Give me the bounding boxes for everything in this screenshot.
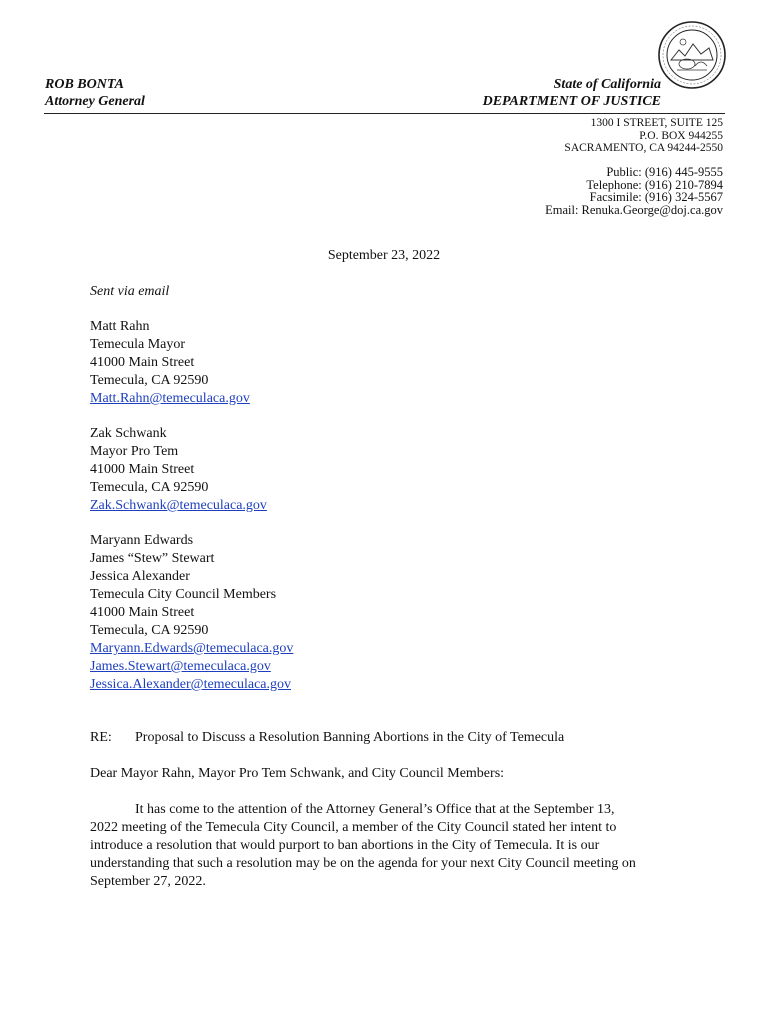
paragraph-line: understanding that such a resolution may be on the agenda for your next City Council meeting on <box>90 856 636 871</box>
recipient-email-link[interactable]: Maryann.Edwards@temeculaca.gov <box>90 641 294 656</box>
paragraph-line: It has come to the attention of the Attorney General’s Office that at the September 13, <box>135 802 615 817</box>
office-address <box>564 117 723 155</box>
address-line: SACRAMENTO, CA 94244-2550 <box>564 142 723 154</box>
body-paragraph <box>90 801 690 891</box>
department-label: DEPARTMENT OF JUSTICE <box>482 94 661 109</box>
contact-info <box>545 166 723 216</box>
letter-date: September 23, 2022 <box>327 248 441 263</box>
salutation: Dear Mayor Rahn, Mayor Pro Tem Schwank, and City Council Members: <box>90 766 505 781</box>
recipient-email-link[interactable]: James.Stewart@temeculaca.gov <box>90 659 271 674</box>
facsimile: Facsimile: (916) 324-5567 <box>589 190 723 204</box>
recipient-line: Maryann Edwards <box>90 533 194 548</box>
attorney-general-title: Attorney General <box>45 94 145 109</box>
address-line: P.O. BOX 944255 <box>639 129 723 142</box>
recipient-email-link[interactable]: Matt.Rahn@temeculaca.gov <box>90 391 250 406</box>
recipient-line: 41000 Main Street <box>90 462 195 477</box>
recipient-block <box>90 318 250 408</box>
recipient-line: Jessica Alexander <box>90 569 190 584</box>
recipient-line: Mayor Pro Tem <box>90 444 179 459</box>
paragraph-line: September 27, 2022. <box>90 874 206 889</box>
recipient-email-link[interactable]: Zak.Schwank@temeculaca.gov <box>90 498 267 513</box>
recipient-line: Zak Schwank <box>90 426 167 441</box>
state-label: State of California <box>553 77 661 92</box>
california-state-seal-icon <box>657 20 727 90</box>
recipient-line: James “Stew” Stewart <box>90 551 215 566</box>
recipient-line: 41000 Main Street <box>90 605 195 620</box>
attorney-general-name: ROB BONTA <box>45 77 124 92</box>
header-divider <box>44 113 725 114</box>
paragraph-line: 2022 meeting of the Temecula City Council, a member of the City Council stated her intent to <box>90 820 617 835</box>
re-label: RE: <box>90 730 112 745</box>
paragraph-line: introduce a resolution that would purport to ban abortions in the City of Temecula. It is our <box>90 838 600 853</box>
recipient-block <box>90 532 293 694</box>
recipient-email-link[interactable]: Jessica.Alexander@temeculaca.gov <box>90 677 292 692</box>
email-contact: Email: Renuka.George@doj.ca.gov <box>545 202 723 217</box>
delivery-method: Sent via email <box>90 284 170 299</box>
recipient-line: Temecula, CA 92590 <box>90 623 209 638</box>
recipient-line: Temecula City Council Members <box>90 587 277 602</box>
recipient-line: Temecula, CA 92590 <box>90 373 209 388</box>
recipient-line: Temecula, CA 92590 <box>90 480 209 495</box>
re-subject: Proposal to Discuss a Resolution Banning Abortions in the City of Temecula <box>135 730 565 745</box>
public-phone: Public: (916) 445-9555 <box>606 165 723 179</box>
recipient-line: Matt Rahn <box>90 319 150 334</box>
address-line: 1300 I STREET, SUITE 125 <box>590 117 723 129</box>
telephone: Telephone: (916) 210-7894 <box>586 177 723 192</box>
recipient-line: 41000 Main Street <box>90 355 195 370</box>
recipient-block <box>90 425 267 515</box>
recipient-line: Temecula Mayor <box>90 337 186 352</box>
